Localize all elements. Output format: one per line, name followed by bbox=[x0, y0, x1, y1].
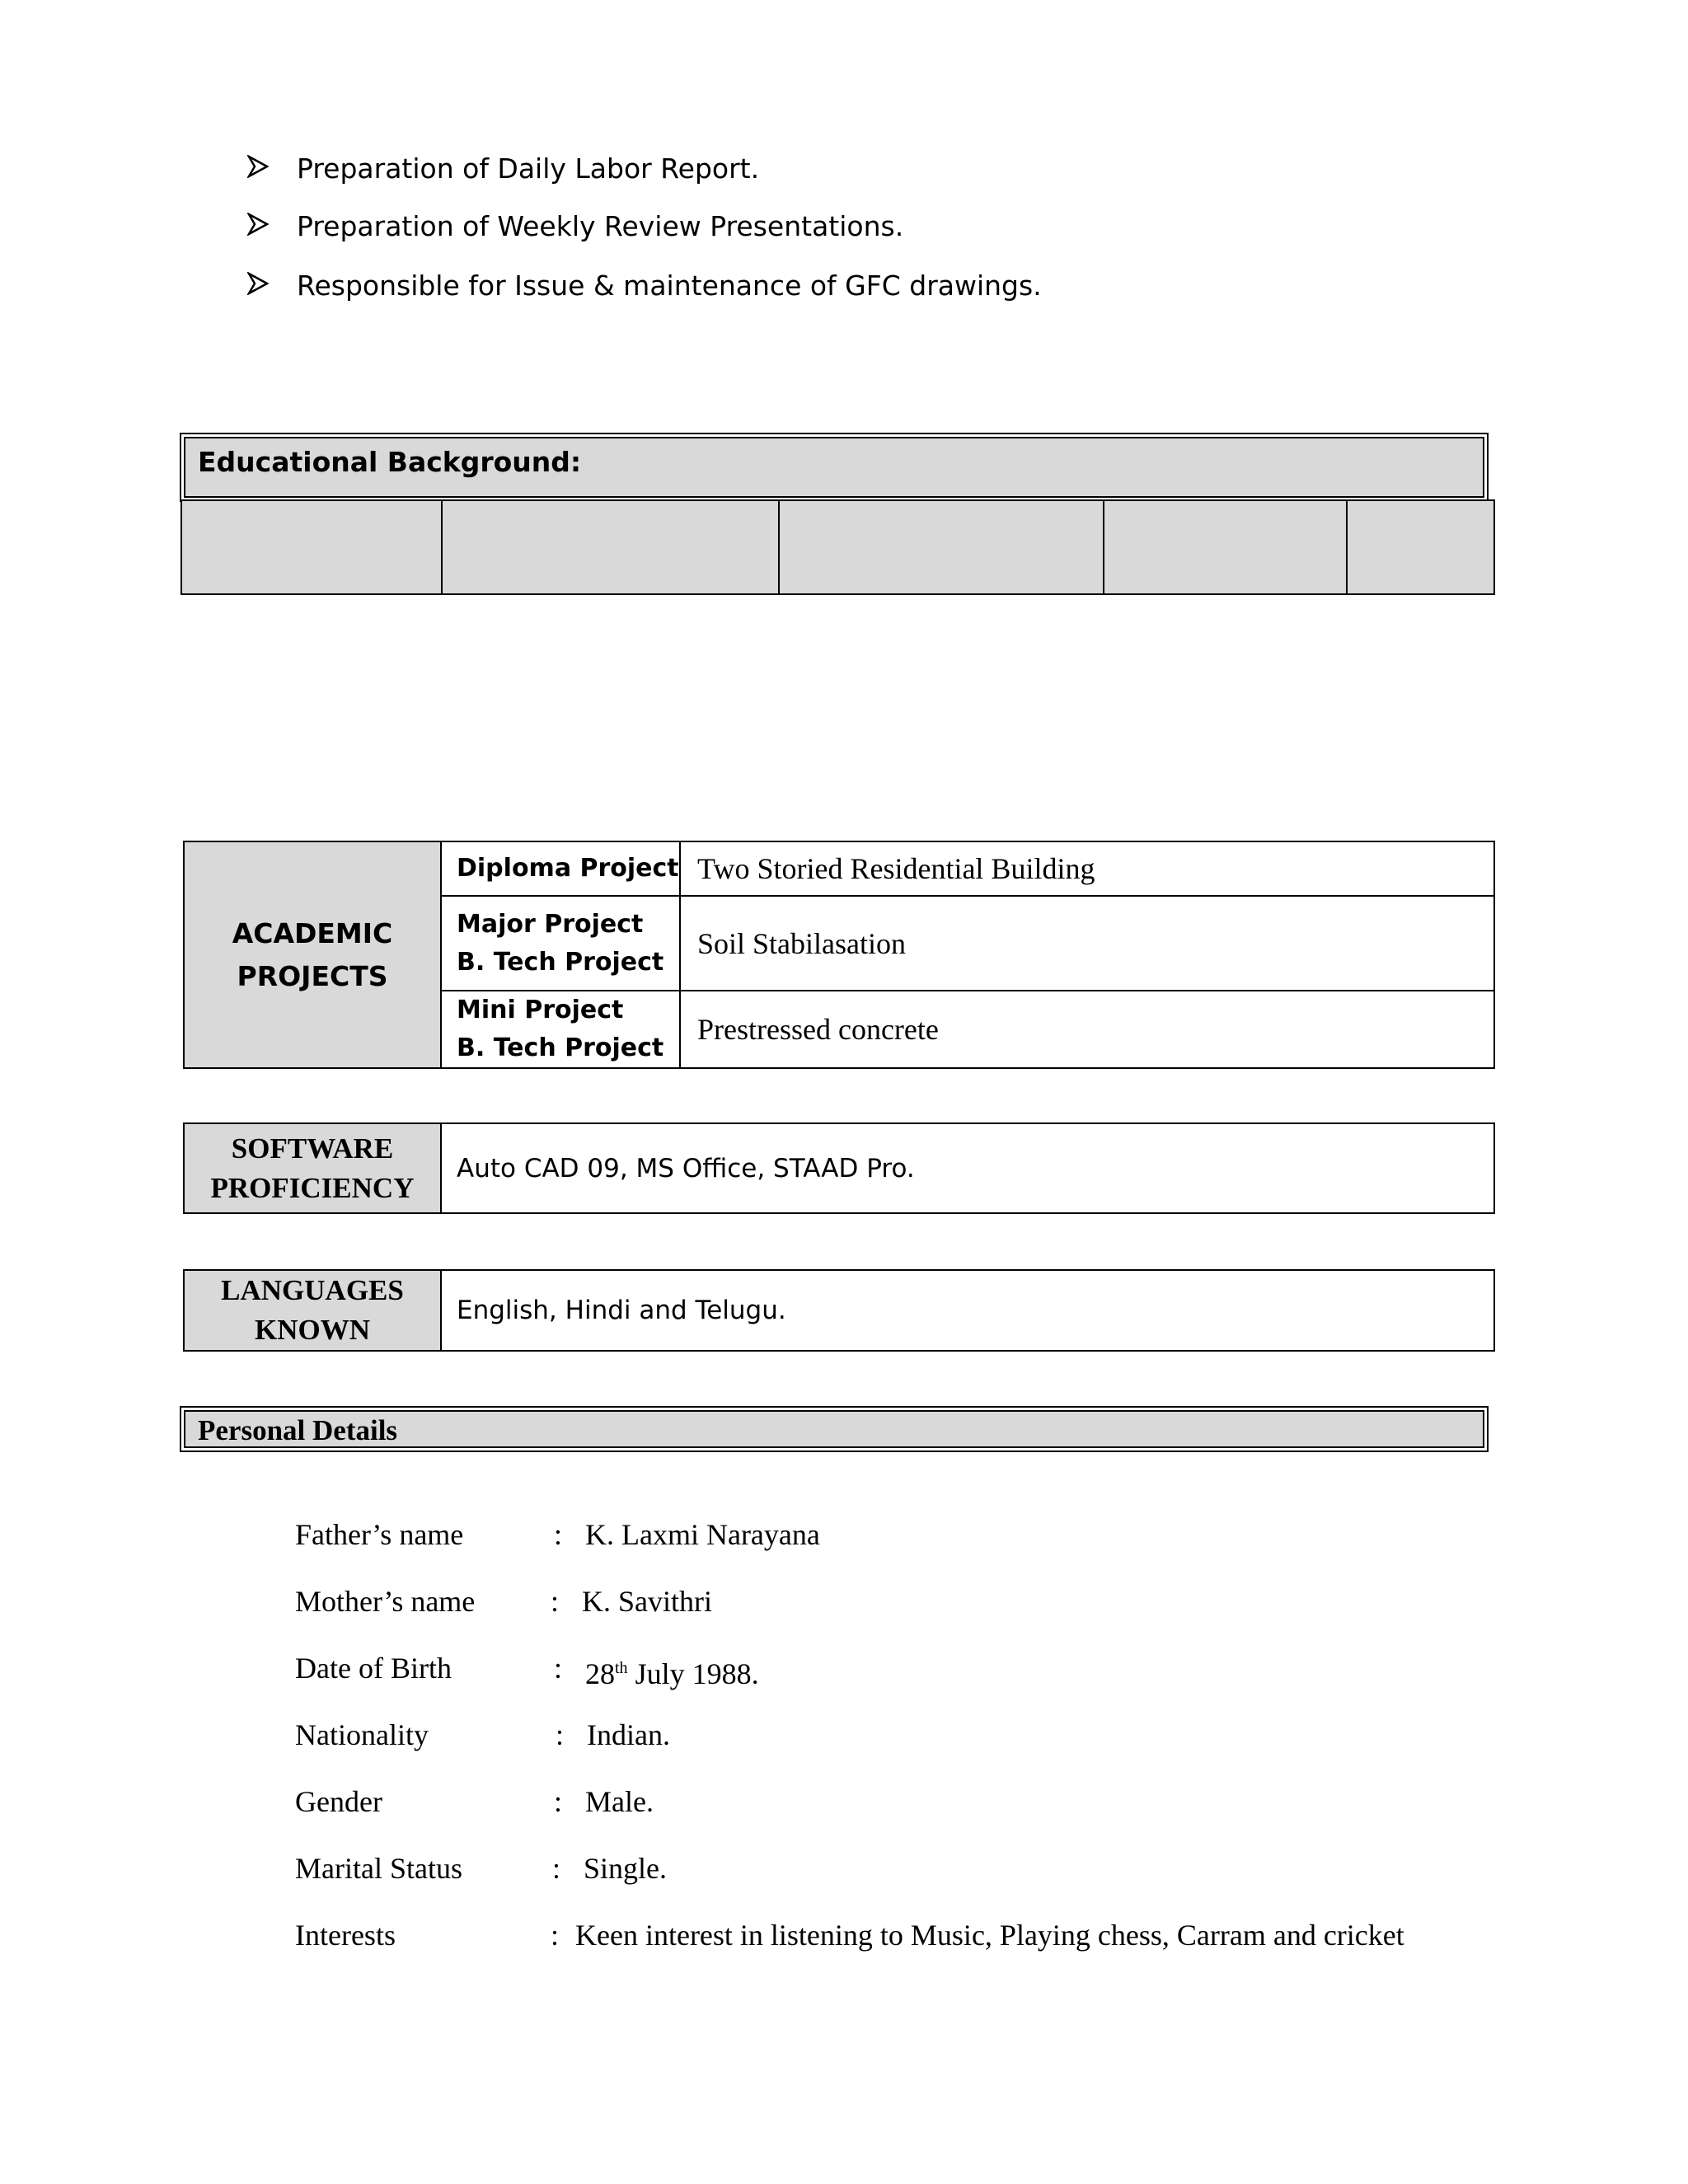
software-value: Auto CAD 09, MS Office, STAAD Pro. bbox=[441, 1123, 1494, 1213]
education-table bbox=[181, 499, 1495, 595]
project-type bbox=[441, 841, 680, 896]
colon: : bbox=[556, 1718, 565, 1751]
personal-details-header bbox=[180, 1406, 1489, 1452]
project-type-line: B. Tech Project bbox=[457, 947, 664, 977]
project-type bbox=[441, 896, 680, 991]
arrow-bullet-icon bbox=[247, 269, 274, 302]
software-header-line: PROFICIENCY bbox=[210, 1171, 415, 1204]
nationality-value: Indian. bbox=[587, 1718, 670, 1751]
education-cell bbox=[442, 500, 779, 594]
colon: : bbox=[551, 1919, 560, 1952]
education-title: Educational Background: bbox=[198, 446, 582, 478]
bullet-text: Responsible for Issue & maintenance of GFC drawings. bbox=[297, 269, 1042, 302]
colon: : bbox=[552, 1852, 561, 1885]
education-cell bbox=[779, 500, 1104, 594]
languages-table bbox=[183, 1269, 1495, 1352]
interests-value: Keen interest in listening to Music, Playing chess, Carram and cricket bbox=[575, 1919, 1404, 1952]
project-type-line: Diploma Project bbox=[457, 854, 679, 883]
project-name: Prestressed concrete bbox=[680, 991, 1494, 1068]
academic-header-line: ACADEMIC bbox=[232, 916, 393, 949]
software-header-line: SOFTWARE bbox=[231, 1132, 394, 1165]
marital-status-value: Single. bbox=[584, 1852, 668, 1885]
mothers-name-label: Mother’s name bbox=[295, 1585, 476, 1618]
education-header bbox=[180, 433, 1489, 502]
interests-label: Interests bbox=[295, 1919, 396, 1952]
dob-suffix: th bbox=[615, 1659, 628, 1677]
colon: : bbox=[554, 1518, 563, 1551]
languages-header-line: LANGUAGES bbox=[221, 1274, 404, 1306]
colon: : bbox=[551, 1585, 560, 1618]
colon: : bbox=[554, 1785, 563, 1818]
fathers-name-label: Father’s name bbox=[295, 1518, 464, 1551]
project-name: Soil Stabilasation bbox=[680, 896, 1494, 991]
bullet-text: Preparation of Weekly Review Presentations. bbox=[297, 210, 904, 242]
dob-rest: July 1988. bbox=[627, 1657, 759, 1690]
project-name: Two Storied Residential Building bbox=[680, 841, 1494, 896]
personal-details-title: Personal Details bbox=[198, 1414, 398, 1446]
education-cell bbox=[1347, 500, 1494, 594]
marital-status-label: Marital Status bbox=[295, 1852, 462, 1885]
software-header bbox=[184, 1123, 441, 1213]
project-type-line: Major Project bbox=[457, 909, 644, 939]
nationality-label: Nationality bbox=[295, 1718, 429, 1751]
dob-day: 28 bbox=[585, 1657, 615, 1690]
languages-header bbox=[184, 1270, 441, 1351]
languages-header-line: KNOWN bbox=[255, 1314, 370, 1346]
languages-value: English, Hindi and Telugu. bbox=[441, 1270, 1494, 1351]
mothers-name-value: K. Savithri bbox=[582, 1585, 712, 1618]
gender-value: Male. bbox=[585, 1785, 654, 1818]
education-cell bbox=[1104, 500, 1348, 594]
software-table bbox=[183, 1122, 1495, 1214]
academic-projects-table bbox=[183, 841, 1495, 1069]
colon: : bbox=[554, 1652, 563, 1685]
project-type-line: Mini Project bbox=[457, 996, 624, 1024]
bullet-text: Preparation of Daily Labor Report. bbox=[297, 152, 760, 185]
dob-value bbox=[585, 1650, 759, 1692]
project-type-line: B. Tech Project bbox=[457, 1033, 664, 1062]
dob-label: Date of Birth bbox=[295, 1652, 452, 1685]
fathers-name-value: K. Laxmi Narayana bbox=[585, 1518, 820, 1551]
education-cell bbox=[181, 500, 442, 594]
academic-header-line: PROJECTS bbox=[237, 959, 388, 992]
arrow-bullet-icon bbox=[247, 152, 274, 185]
project-type bbox=[441, 991, 680, 1068]
gender-label: Gender bbox=[295, 1785, 382, 1818]
academic-header bbox=[184, 841, 441, 1068]
arrow-bullet-icon bbox=[247, 210, 274, 243]
